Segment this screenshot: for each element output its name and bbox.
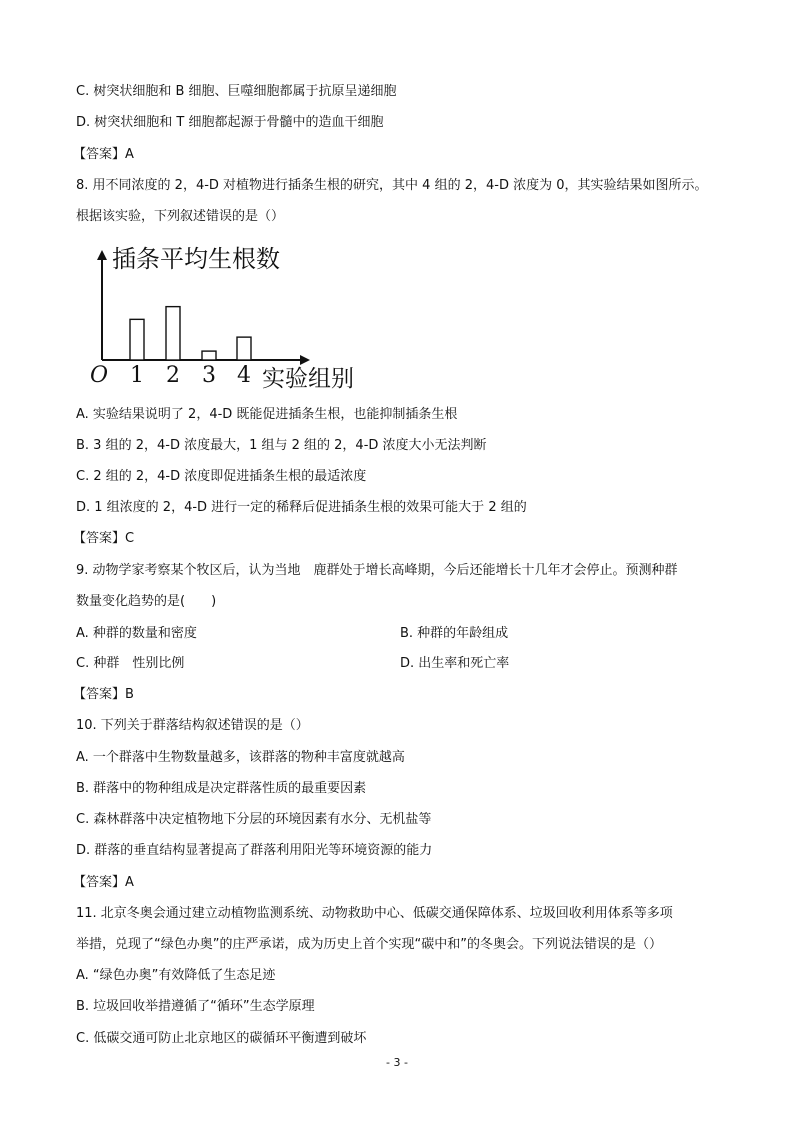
question-9-stem: 9. 动物学家考察某个牧区后，认为当地 鹿群处于增长高峰期，今后还能增长十几年才会停止。预测种群 xyxy=(76,563,678,578)
bar-group-2 xyxy=(166,307,180,360)
option-d-q8: D. 1 组浓度的 2，4-D 进行一定的稀释后促进插条生根的效果可能大于 2 组的 xyxy=(76,500,527,515)
option-a-q9: A. 种群的数量和密度 xyxy=(76,626,197,641)
y-axis-title: 插条平均生根数 xyxy=(112,245,280,273)
question-9-stem-cont: 数量变化趋势的是( ) xyxy=(76,594,217,609)
option-a-q11: A. “绿色办奥”有效降低了生态足迹 xyxy=(76,968,276,983)
question-11-stem: 11. 北京冬奥会通过建立动植物监测系统、动物救助中心、低碳交通保障体系、垃圾回收利用体系等多项 xyxy=(76,906,673,921)
option-a-q10: A. 一个群落中生物数量越多，该群落的物种丰富度就越高 xyxy=(76,750,405,765)
bar-chart xyxy=(86,240,386,392)
option-b-q9: B. 种群的年龄组成 xyxy=(400,626,509,641)
bar-group-4 xyxy=(237,337,251,360)
x-tick-label: 3 xyxy=(202,363,216,388)
answer-q7: 【答案】A xyxy=(73,147,134,162)
option-b-q8: B. 3 组的 2，4-D 浓度最大，1 组与 2 组的 2，4-D 浓度大小无法判断 xyxy=(76,438,487,453)
option-c-q9: C. 种群 性别比例 xyxy=(76,656,185,671)
bar-group-3 xyxy=(202,351,216,360)
x-axis-title: 实验组别 xyxy=(262,366,354,392)
option-b-q10: B. 群落中的物种组成是决定群落性质的最重要因素 xyxy=(76,781,367,796)
x-axis-arrow xyxy=(300,355,310,365)
answer-q10: 【答案】A xyxy=(73,875,134,890)
x-tick-label: 1 xyxy=(130,363,144,388)
answer-q8: 【答案】C xyxy=(73,531,135,546)
x-tick-label: 2 xyxy=(166,363,180,388)
option-c-q10: C. 森林群落中决定植物地下分层的环境因素有水分、无机盐等 xyxy=(76,812,432,827)
option-c-q7: C. 树突状细胞和 B 细胞、巨噬细胞都属于抗原呈递细胞 xyxy=(76,84,397,99)
page-number: - 3 - xyxy=(386,1056,408,1069)
option-b-q11: B. 垃圾回收举措遵循了“循环”生态学原理 xyxy=(76,999,315,1014)
option-d-q9: D. 出生率和死亡率 xyxy=(400,656,510,671)
y-axis-arrow xyxy=(97,250,107,260)
option-d-q7: D. 树突状细胞和 T 细胞都起源于骨髓中的造血干细胞 xyxy=(76,115,384,130)
option-a-q8: A. 实验结果说明了 2，4-D 既能促进插条生根，也能抑制插条生根 xyxy=(76,407,458,422)
option-d-q10: D. 群落的垂直结构显著提高了群落利用阳光等环境资源的能力 xyxy=(76,843,433,858)
chart-labels xyxy=(90,245,354,392)
origin-label: O xyxy=(90,363,109,388)
question-10-stem: 10. 下列关于群落结构叙述错误的是（） xyxy=(76,718,309,733)
option-c-q8: C. 2 组的 2，4-D 浓度即促进插条生根的最适浓度 xyxy=(76,469,367,484)
x-tick-label: 4 xyxy=(237,363,251,388)
option-c-q11: C. 低碳交通可防止北京地区的碳循环平衡遭到破坏 xyxy=(76,1031,367,1046)
bar-group-1 xyxy=(130,319,144,360)
chart-bars xyxy=(130,307,251,360)
answer-q9: 【答案】B xyxy=(73,687,134,702)
question-11-stem-cont: 举措，兑现了“绿色办奥”的庄严承诺，成为历史上首个实现“碳中和”的冬奥会。下列说法错误的是（） xyxy=(76,937,662,952)
question-8-stem-cont: 根据该实验，下列叙述错误的是（） xyxy=(76,209,285,224)
question-8-stem: 8. 用不同浓度的 2，4-D 对植物进行插条生根的研究，其中 4 组的 2，4-D 浓度为 0，其实验结果如图所示。 xyxy=(76,178,708,193)
